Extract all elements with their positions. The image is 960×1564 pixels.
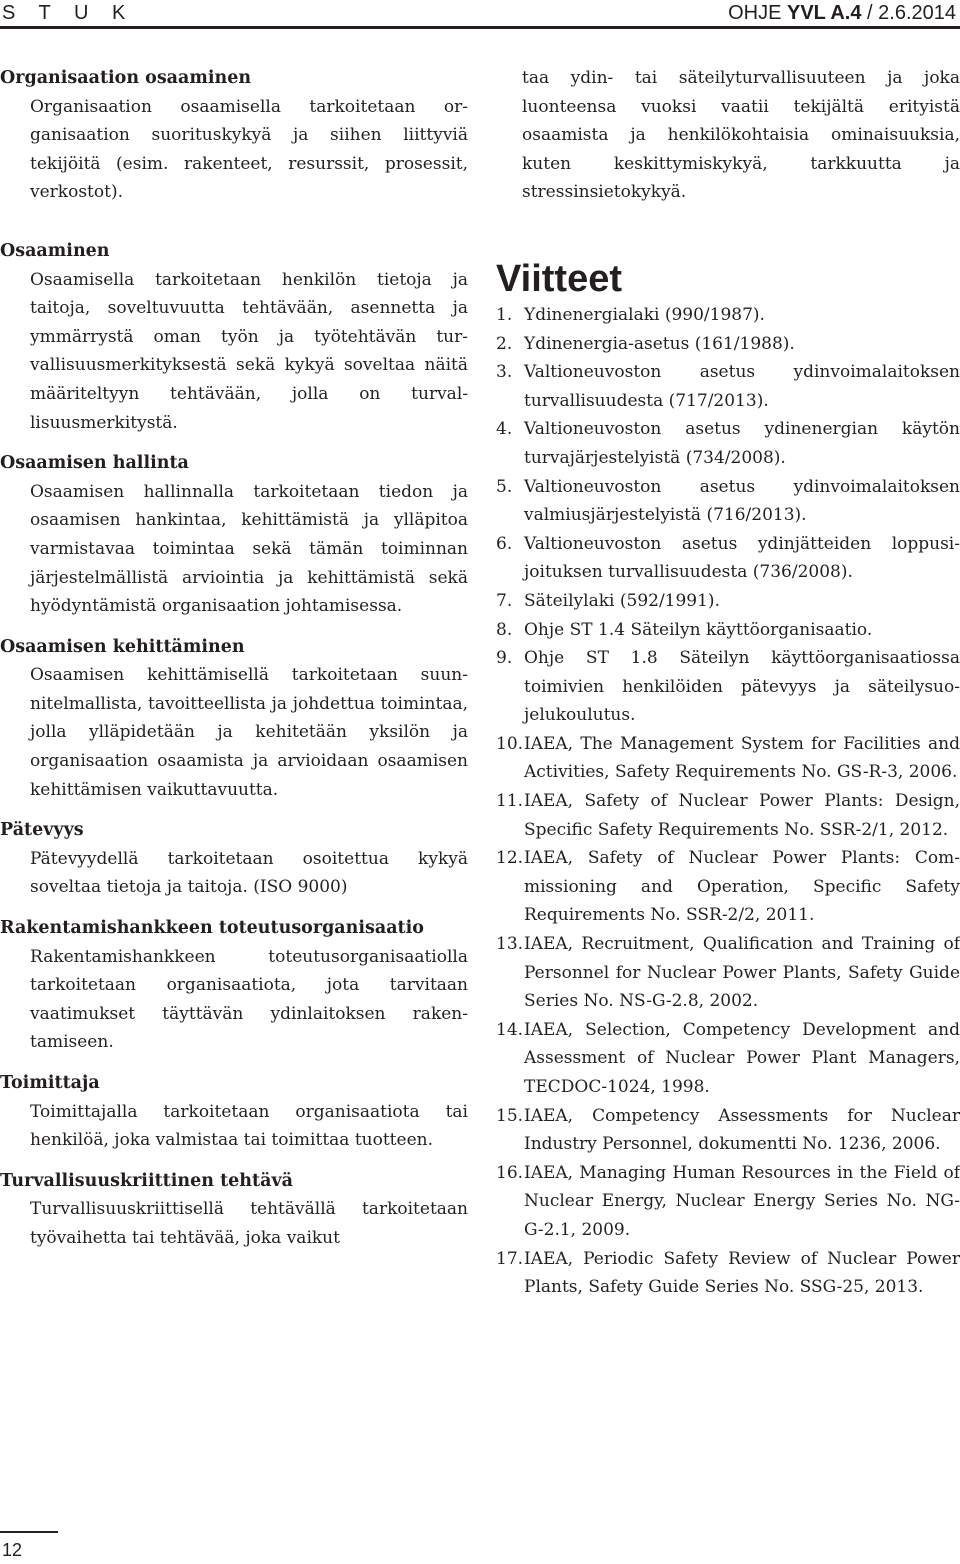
term-definition: Osaamisella tarkoitetaan henkilön tietoja ja taitoja, soveltuvuutta tehtävään, asennetta ja ymmärrystä oman työn ja työtehtävän turvallisuusmerkityksestä sekä kykyä soveltaa näitä määriteltyyn tehtävään, jolla on turvallisuusmerkitystä. (30, 269, 468, 433)
reference-text: Valtioneuvoston asetus ydinjätteiden loppusijoituksen turvallisuudesta (736/2008). (524, 533, 960, 583)
page-header (0, 0, 960, 26)
term-title: Rakentamishankkeen toteutusorganisaatio (0, 918, 424, 939)
term-definition: Pätevyydellä tarkoitetaan osoitettua kykyä soveltaa tietoja ja taitoja. (ISO 9000) (30, 848, 468, 898)
right-column (496, 64, 960, 1302)
reference-list (496, 301, 960, 1302)
reference-number: 4. (496, 419, 513, 440)
footer-rule (0, 1531, 58, 1533)
reference-number: 17. (496, 1248, 524, 1269)
reference-item (496, 301, 960, 330)
reference-item (496, 530, 960, 587)
term-entry (0, 237, 468, 437)
reference-number: 3. (496, 362, 513, 383)
reference-item (496, 930, 960, 1016)
left-column (0, 64, 468, 1265)
term-title: Osaamisen kehittäminen (0, 636, 245, 657)
brand-logo-text: S T U K (2, 2, 135, 24)
reference-number: 10. (496, 733, 524, 754)
term-definition: Toimittajalla tarkoitetaan organisaatiota tai henkilöä, joka valmistaa tai toimittaa tuotteen. (30, 1101, 468, 1151)
reference-text: IAEA, Selection, Competency Development and Assessment of Nuclear Power Plant Managers, TECDOC-1024, 1998. (524, 1019, 960, 1097)
term-definition: Osaamisen hallinnalla tarkoitetaan tiedon ja osaamisen hankintaa, kehittämistä ja ylläpitoa varmistavaa toimintaa sekä tämän toiminnan järjestelmällistä arviointia ja kehittämistä sekä hyödyntämistä organisaation johtamisessa. (30, 481, 468, 617)
reference-item (496, 1245, 960, 1302)
term-title: Osaamisen hallinta (0, 453, 189, 474)
reference-number: 15. (496, 1105, 524, 1126)
reference-number: 1. (496, 304, 513, 325)
term-entry (0, 816, 468, 902)
reference-text: Valtioneuvoston asetus ydinenergian käytön turvajärjestelyistä (734/2008). (524, 419, 960, 468)
reference-text: Valtioneuvoston asetus ydinvoimalaitoksen valmiusjärjestelyistä (716/2013). (524, 476, 960, 526)
reference-text: Ohje ST 1.4 Säteilyn käyttöorganisaatio. (524, 619, 873, 640)
reference-item (496, 587, 960, 616)
term-entry (0, 64, 468, 207)
term-definition: Rakentamishankkeen toteutusorganisaatiolla tarkoitetaan organisaatiota, jota tarvitaan vaatimukset täyttävän ydinlaitoksen rakentamiseen. (30, 946, 468, 1053)
document-reference (728, 2, 956, 25)
term-entry (0, 449, 468, 621)
reference-text: IAEA, Safety of Nuclear Power Plants: Design, Specific Safety Requirements No. SSR-2/1, 2012. (524, 791, 960, 840)
doc-prefix: OHJE (728, 2, 787, 24)
term-entry (0, 1167, 468, 1253)
reference-number: 2. (496, 333, 513, 354)
reference-item (496, 1159, 960, 1245)
reference-number: 11. (496, 791, 524, 812)
term-definition: Osaamisen kehittämisellä tarkoitetaan suunnitelmallista, tavoitteellista ja johdettua toimintaa, jolla ylläpidetään ja kehitetään yksilön ja organisaation osaamista ja arvioidaan osaamisen kehittämisen vaikuttavuutta. (30, 665, 468, 800)
reference-text: IAEA, Safety of Nuclear Power Plants: Commissioning and Operation, Specific Safety Requirements No. SSR-2/2, 2011. (524, 848, 960, 926)
reference-text: Ydinenergialaki (990/1987). (524, 304, 765, 325)
term-entry (0, 633, 468, 805)
reference-number: 5. (496, 476, 513, 497)
reference-number: 8. (496, 619, 513, 640)
reference-text: Ydinenergia-asetus (161/1988). (524, 333, 795, 354)
reference-number: 13. (496, 934, 524, 955)
reference-item (496, 787, 960, 844)
term-definition: Turvallisuuskriittisellä tehtävällä tarkoitetaan työvaihetta tai tehtävää, joka vaikut (30, 1199, 468, 1248)
reference-text: Ohje ST 1.8 Säteilyn käyttöorganisaatiossa toimivien henkilöiden pätevyys ja säteilysuojelukoulutus. (524, 648, 960, 726)
reference-number: 14. (496, 1019, 524, 1040)
reference-item (496, 415, 960, 472)
reference-number: 9. (496, 648, 513, 669)
term-title: Pätevyys (0, 820, 84, 841)
term-title: Organisaation osaaminen (0, 68, 252, 88)
reference-item (496, 844, 960, 930)
reference-text: IAEA, Periodic Safety Review of Nuclear Power Plants, Safety Guide Series No. SSG-25, 2013. (524, 1248, 960, 1298)
term-entry (0, 914, 468, 1057)
reference-number: 12. (496, 848, 524, 869)
reference-item (496, 1102, 960, 1159)
reference-item (496, 1016, 960, 1102)
page-number: 12 (2, 1540, 23, 1560)
reference-item (496, 330, 960, 359)
term-title: Osaaminen (0, 240, 110, 261)
reference-item (496, 358, 960, 415)
term-entry (0, 1069, 468, 1155)
reference-text: IAEA, Managing Human Resources in the Field of Nuclear Energy, Nuclear Energy Series No. NG-G-2.1, 2009. (524, 1162, 960, 1240)
reference-item (496, 473, 960, 530)
reference-text: Säteilylaki (592/1991). (524, 590, 720, 611)
reference-number: 16. (496, 1162, 524, 1183)
reference-text: IAEA, Recruitment, Qualification and Training of Personnel for Nuclear Power Plants, Safety Guide Series No. NS-G-2.8, 2002. (524, 934, 960, 1012)
term-title: Toimittaja (0, 1073, 100, 1093)
reference-item (496, 730, 960, 787)
reference-number: 6. (496, 533, 513, 554)
header-rule (0, 26, 960, 29)
continued-definition: taa ydin- tai säteilyturvallisuuteen ja joka luonteensa vuoksi vaatii tekijältä erityistä osaamista ja henkilökohtaisia ominaisuuksia, kuten keskittymiskykyä, tarkkuutta ja stressinsietokykyä. (522, 68, 960, 203)
reference-item (496, 644, 960, 730)
reference-text: IAEA, The Management System for Facilities and Activities, Safety Requirements No. GS-R-3, 2006. (524, 733, 960, 783)
reference-text: Valtioneuvoston asetus ydinvoimalaitoksen turvallisuudesta (717/2013). (524, 362, 960, 411)
doc-date: / 2.6.2014 (861, 2, 956, 24)
reference-number: 7. (496, 590, 513, 611)
doc-code: YVL A.4 (786, 2, 862, 24)
reference-text: IAEA, Competency Assessments for Nuclear Industry Personnel, dokumentti No. 1236, 2006. (524, 1105, 960, 1155)
term-title: Turvallisuuskriittinen tehtävä (0, 1170, 293, 1191)
reference-item (496, 616, 960, 645)
references-heading: Viitteet (496, 257, 623, 300)
term-definition: Organisaation osaamisella tarkoitetaan organisaation suorituskykyä ja siihen liittyviä tekijöitä (esim. rakenteet, resurssit, prosessit, verkostot). (30, 96, 468, 203)
